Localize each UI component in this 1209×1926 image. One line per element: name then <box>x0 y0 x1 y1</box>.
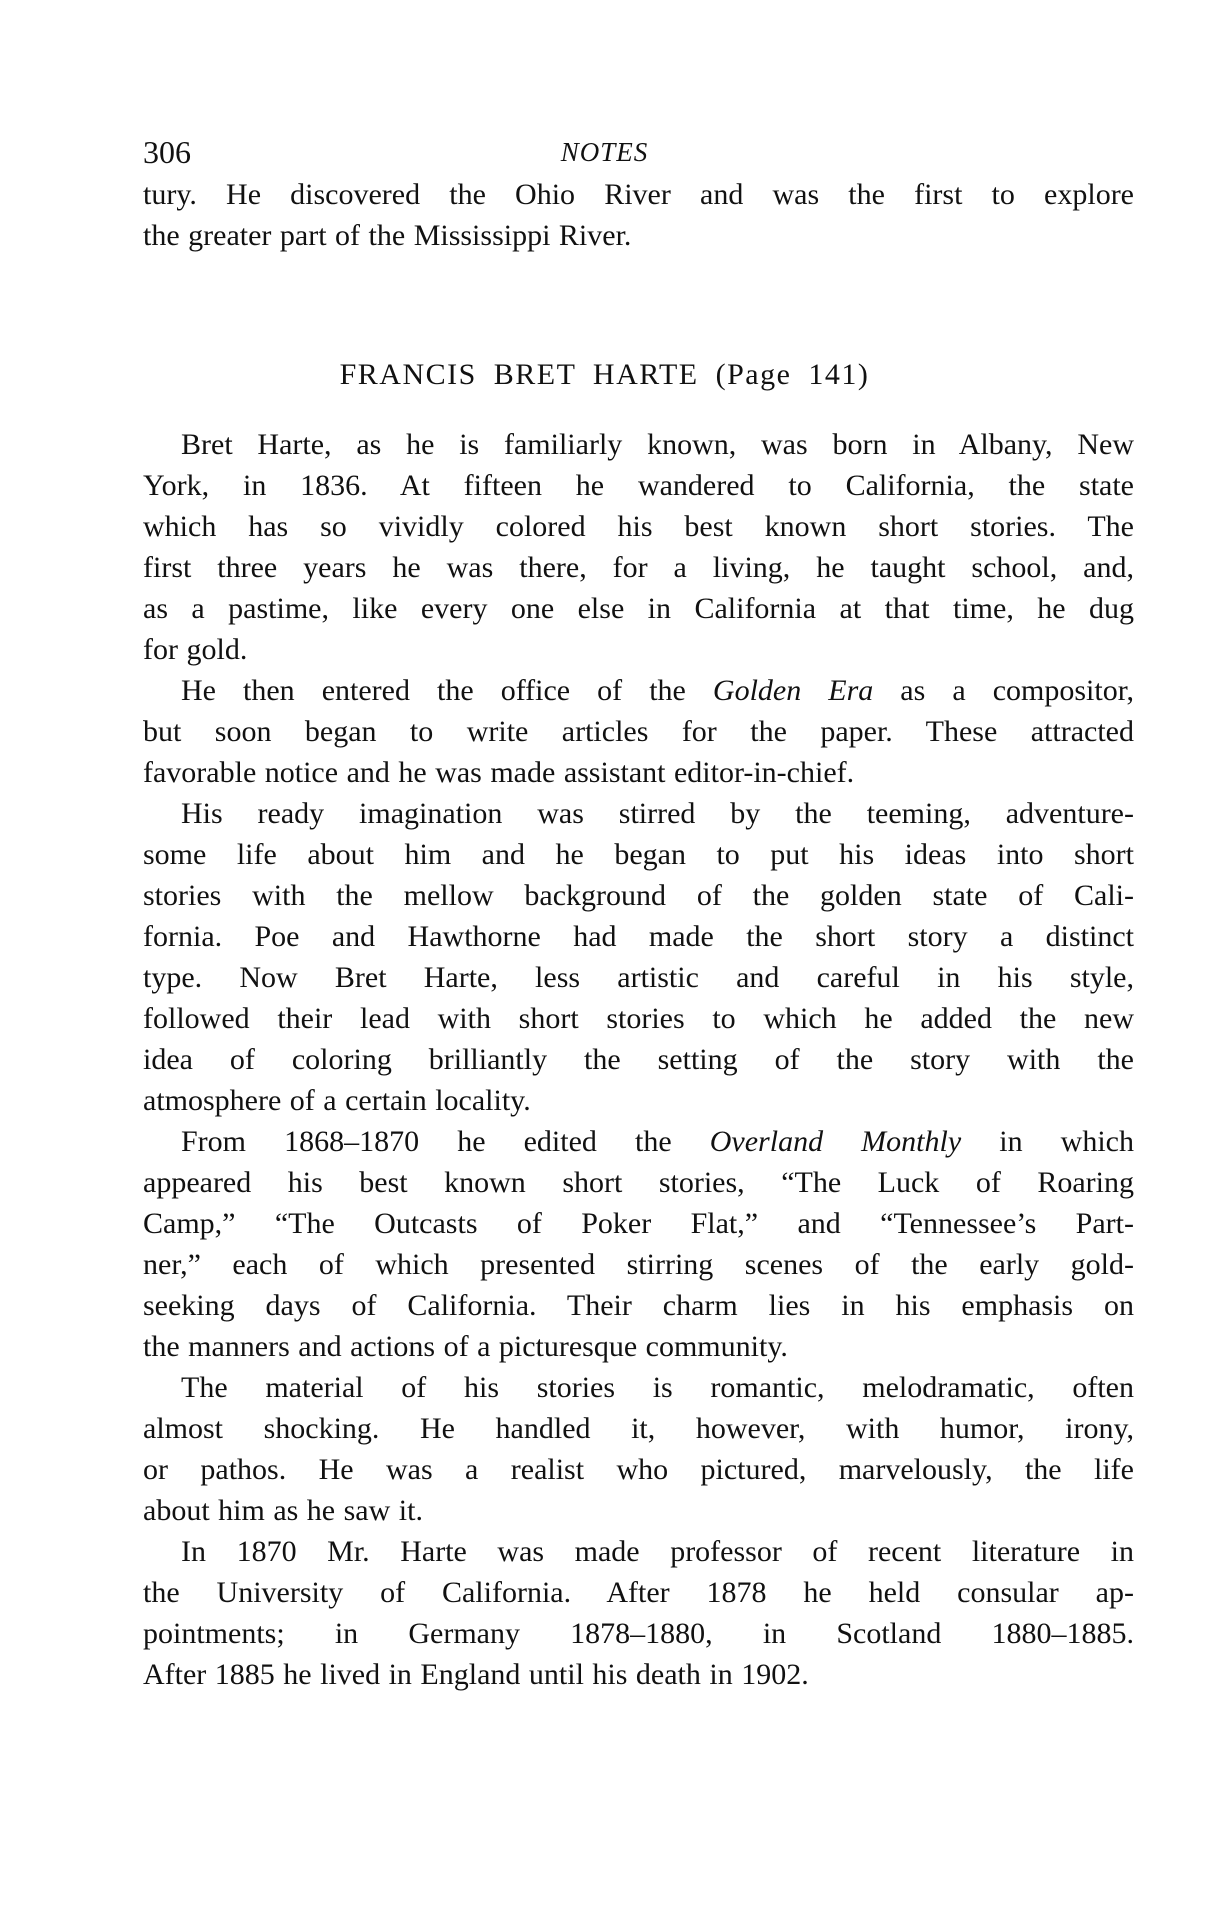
text-line <box>143 215 1134 256</box>
text-line <box>181 793 1134 834</box>
text-segment: almost shocking. He handled it, however, with humor, irony, <box>143 1412 1134 1445</box>
text-segment: as a pastime, like every one else in California at that time, he dug <box>143 592 1134 625</box>
text-line <box>181 1531 1134 1572</box>
text-segment: tury. He discovered the Ohio River and was the first to explore <box>143 178 1134 211</box>
text-line <box>143 1244 1134 1285</box>
text-line <box>143 1654 1134 1695</box>
text-segment: the manners and actions of a picturesque community. <box>143 1330 788 1363</box>
text-segment: first three years he was there, for a living, he taught school, and, <box>143 551 1134 584</box>
text-segment: idea of coloring brilliantly the setting of the story with the <box>143 1043 1134 1076</box>
text-segment: type. Now Bret Harte, less artistic and careful in his style, <box>143 961 1134 994</box>
text-line <box>143 916 1134 957</box>
section-title: FRANCIS BRET HARTE (Page 141) <box>339 358 870 391</box>
text-segment: which has so vividly colored his best known short stories. The <box>143 510 1134 543</box>
text-segment: about him as he saw it. <box>143 1494 423 1527</box>
text-line <box>181 670 1134 711</box>
text-line <box>143 1039 1134 1080</box>
text-segment: favorable notice and he was made assistant editor-in-chief. <box>143 756 855 789</box>
text-segment: From 1868–1870 he edited the <box>181 1125 710 1158</box>
text-segment: or pathos. He was a realist who pictured, marvelously, the life <box>143 1453 1134 1486</box>
text-line <box>143 998 1134 1039</box>
text-line <box>143 875 1134 916</box>
text-line <box>143 834 1134 875</box>
page-number: 306 <box>143 134 191 170</box>
text-line <box>143 629 1134 670</box>
text-line <box>143 1572 1134 1613</box>
text-segment: pointments; in Germany 1878–1880, in Scotland 1880–1885. <box>143 1617 1134 1650</box>
text-segment: His ready imagination was stirred by the teeming, adventure- <box>181 797 1134 830</box>
text-line <box>143 547 1134 588</box>
text-line <box>143 1203 1134 1244</box>
text-line <box>143 752 1134 793</box>
text-line <box>143 1080 1134 1121</box>
text-segment: some life about him and he began to put his ideas into short <box>143 838 1134 871</box>
text-segment: stories with the mellow background of the golden state of Cali- <box>143 879 1134 912</box>
text-line <box>143 957 1134 998</box>
italic-title: Golden Era <box>712 674 874 707</box>
text-segment: After 1885 he lived in England until his death in 1902. <box>143 1658 809 1691</box>
text-segment: the greater part of the Mississippi River. <box>143 219 632 252</box>
text-line <box>143 1326 1134 1367</box>
text-segment: followed their lead with short stories to which he added the new <box>143 1002 1134 1035</box>
text-line <box>143 711 1134 752</box>
text-line <box>143 588 1134 629</box>
text-line <box>143 1613 1134 1654</box>
text-segment: atmosphere of a certain locality. <box>143 1084 531 1117</box>
text-segment: in which <box>961 1125 1135 1158</box>
text-line <box>143 1408 1134 1449</box>
running-head: NOTES <box>560 137 649 167</box>
text-line <box>143 506 1134 547</box>
text-line <box>181 1367 1134 1408</box>
text-line <box>181 424 1134 465</box>
text-segment: York, in 1836. At fifteen he wandered to California, the state <box>143 469 1134 502</box>
text-line <box>143 1490 1134 1531</box>
text-line <box>143 174 1134 215</box>
text-line <box>143 1162 1134 1203</box>
text-segment: Camp,” “The Outcasts of Poker Flat,” and “Tennessee’s Part- <box>143 1207 1134 1240</box>
text-segment: for gold. <box>143 633 248 666</box>
text-segment: seeking days of California. Their charm lies in his emphasis on <box>143 1289 1134 1322</box>
text-line <box>143 465 1134 506</box>
text-segment: the University of California. After 1878 he held consular ap- <box>143 1576 1134 1609</box>
italic-title: Overland Monthly <box>709 1125 962 1158</box>
text-segment: fornia. Poe and Hawthorne had made the short story a distinct <box>143 920 1134 953</box>
text-segment: ner,” each of which presented stirring scenes of the early gold- <box>143 1248 1134 1281</box>
text-segment: as a compositor, <box>873 674 1134 707</box>
text-line <box>143 1285 1134 1326</box>
text-segment: He then entered the office of the <box>181 674 713 707</box>
text-line <box>143 1449 1134 1490</box>
text-segment: The material of his stories is romantic, melodramatic, often <box>181 1371 1134 1404</box>
text-segment: In 1870 Mr. Harte was made professor of recent literature in <box>181 1535 1134 1568</box>
text-line <box>181 1121 1134 1162</box>
text-segment: but soon began to write articles for the paper. These attracted <box>143 715 1134 748</box>
text-segment: Bret Harte, as he is familiarly known, was born in Albany, New <box>181 428 1134 461</box>
text-segment: appeared his best known short stories, “The Luck of Roaring <box>143 1166 1134 1199</box>
